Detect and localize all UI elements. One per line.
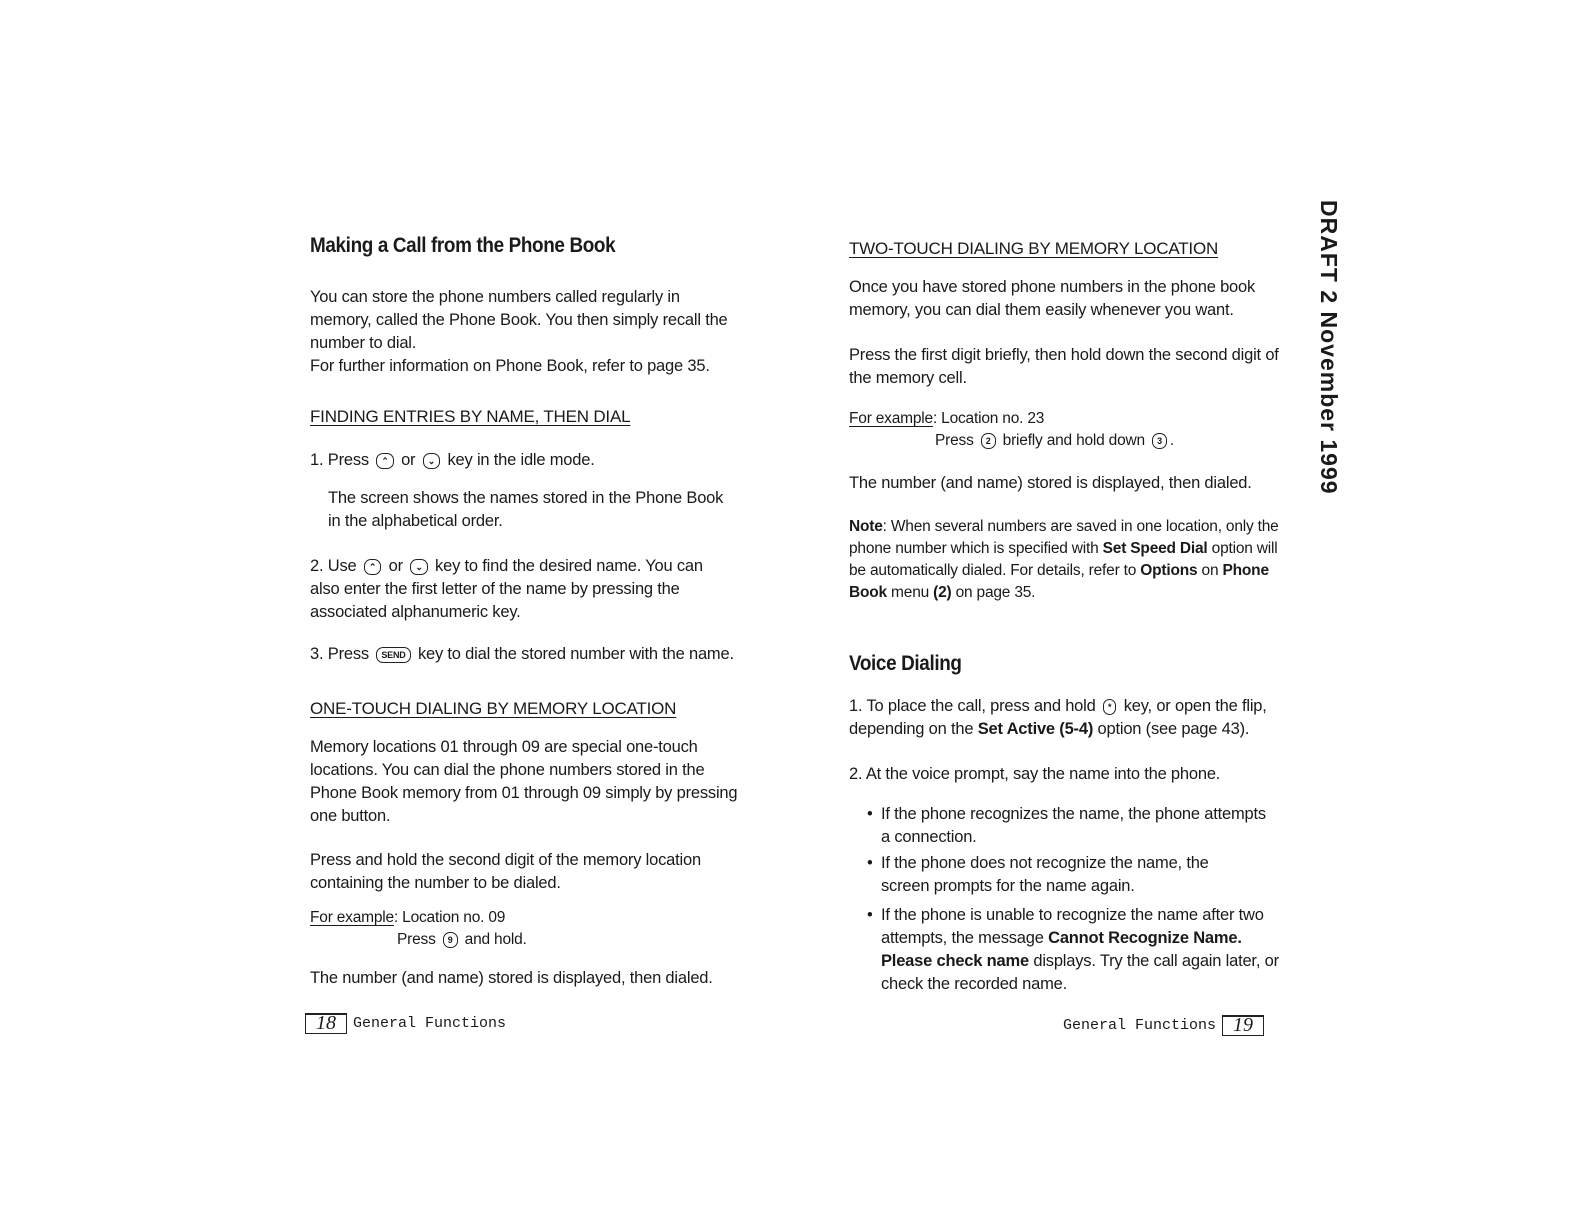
note-label: Note: [849, 518, 883, 535]
intro-paragraph: [310, 286, 740, 378]
note-text: on: [1197, 562, 1223, 579]
up-key-icon: ⌃: [364, 559, 381, 575]
step-bold: Set Active (5-4): [977, 720, 1094, 738]
bullet-unable: [867, 904, 1292, 996]
page-number: 19: [1222, 1015, 1264, 1036]
step-1: [310, 449, 740, 472]
note-bold: Set Speed Dial: [1102, 540, 1208, 557]
example-location: : Location no. 23: [932, 410, 1045, 427]
voice-dialing-title: Voice Dialing: [849, 652, 962, 675]
two-key-icon: 2: [981, 433, 996, 449]
example-block: [849, 408, 1269, 452]
footer-right: [1063, 1015, 1264, 1036]
example-location: : Location no. 09: [393, 909, 506, 926]
step-text: Use: [327, 557, 357, 575]
step-text: Press: [327, 645, 369, 663]
step-text: At the voice prompt, say the name into the phone.: [865, 765, 1221, 783]
step-text: or: [401, 451, 416, 469]
intro-reference: For further information on Phone Book, refer to page 35.: [310, 357, 710, 375]
footer-label: General Functions: [353, 1015, 507, 1032]
send-key-icon: SEND: [376, 647, 410, 663]
step-1-note: The screen shows the names stored in the Phone Book in the alphabetical order.: [328, 489, 724, 530]
example-label: For example: [310, 909, 394, 926]
step-number: 2.: [849, 765, 863, 783]
bullet-dot: •: [867, 854, 873, 872]
up-key-icon: ⌃: [376, 453, 393, 469]
memory-locations-paragraph: Memory locations 01 through 09 are special one-touch locations. You can dial the phone numbers stored in the Phone Book memory from 01 through 09 simply by pressing one button.: [310, 738, 738, 825]
note-text: : When several numbers are saved in one location, only the phone number which is specified with: [849, 518, 1279, 557]
star-key-icon: *: [1103, 699, 1116, 715]
step-text: key in the idle mode.: [447, 451, 595, 469]
press-hold-paragraph: Press and hold the second digit of the memory location containing the number to be dialed.: [310, 851, 701, 892]
displayed-paragraph: The number (and name) stored is displayed, then dialed.: [310, 969, 713, 987]
step-number: 2.: [310, 557, 324, 575]
voice-step-1: [849, 695, 1289, 741]
step-number: 1.: [310, 451, 324, 469]
page-title: Making a Call from the Phone Book: [310, 234, 616, 257]
example-label: For example: [849, 410, 933, 427]
step-text: key to find the desired name. You can also enter the first letter of the name by pressing the associated alphanumeric key.: [310, 557, 703, 621]
example-end: .: [1169, 432, 1174, 449]
down-key-icon: ⌄: [410, 559, 427, 575]
step-number: 3.: [310, 645, 324, 663]
bullet-recognized: [867, 803, 1272, 849]
bullet-text: [867, 904, 1292, 996]
example-hold: and hold.: [464, 931, 527, 948]
note-bold: (2): [933, 584, 952, 601]
intro-text: You can store the phone numbers called regularly in memory, called the Phone Book. You then simply recall the number to dial.: [310, 288, 728, 352]
footer-left: [305, 1013, 506, 1034]
example-press: Press: [935, 432, 974, 449]
note-bold: Phone Book: [849, 562, 1269, 601]
bullet-dot: •: [867, 906, 873, 924]
example-block: [310, 907, 730, 951]
step-3: [310, 643, 750, 666]
draft-watermark: DRAFT 2 November 1999: [1316, 200, 1342, 495]
bullet-dot: •: [867, 805, 873, 823]
down-key-icon: ⌄: [423, 453, 440, 469]
note-bold: Options: [1140, 562, 1198, 579]
bullet-text: If the phone recognizes the name, the phone attempts a connection.: [881, 805, 1266, 846]
step-text: To place the call, press and hold: [866, 697, 1096, 715]
example-press: Press: [397, 931, 436, 948]
bullet-plain: displays. Try the call again later, or check the recorded name.: [881, 952, 1279, 993]
footer-label: General Functions: [1063, 1017, 1217, 1034]
section-heading-one-touch: ONE-TOUCH DIALING BY MEMORY LOCATION: [310, 699, 677, 718]
step-text: option (see page 43).: [1093, 720, 1250, 738]
note-text: option will be automatically dialed. For details, refer to: [849, 540, 1278, 579]
page-number: 18: [305, 1013, 347, 1034]
step-text: Press: [327, 451, 369, 469]
step-number: 1.: [849, 697, 863, 715]
stored-paragraph: Once you have stored phone numbers in the phone book memory, you can dial them easily whenever you want.: [849, 278, 1256, 319]
step-text: key, or open the flip, depending on the: [849, 697, 1267, 738]
bullet-not-recognized: [867, 852, 1257, 898]
section-heading-two-touch: TWO-TOUCH DIALING BY MEMORY LOCATION: [849, 239, 1219, 258]
note-text: on page 35.: [951, 584, 1036, 601]
voice-step-2: [849, 763, 1289, 786]
bullet-text: If the phone does not recognize the name, the screen prompts for the name again.: [881, 854, 1209, 895]
section-heading-finding-entries: FINDING ENTRIES BY NAME, THEN DIAL: [310, 407, 631, 426]
first-digit-paragraph: Press the first digit briefly, then hold down the second digit of the memory cell.: [849, 346, 1279, 387]
step-text: key to dial the stored number with the name.: [417, 645, 734, 663]
example-mid: briefly and hold down: [1002, 432, 1145, 449]
three-key-icon: 3: [1152, 433, 1167, 449]
note-block: [849, 516, 1279, 604]
step-2: [310, 555, 730, 624]
step-text: or: [388, 557, 403, 575]
bullet-plain: If the phone is unable to recognize the name after two attempts, the message: [881, 906, 1264, 947]
nine-key-icon: 9: [443, 932, 458, 948]
bullet-bold: Cannot Recognize Name. Please check name: [881, 929, 1242, 970]
displayed-paragraph: The number (and name) stored is displayed, then dialed.: [849, 474, 1252, 492]
note-text: menu: [886, 584, 934, 601]
